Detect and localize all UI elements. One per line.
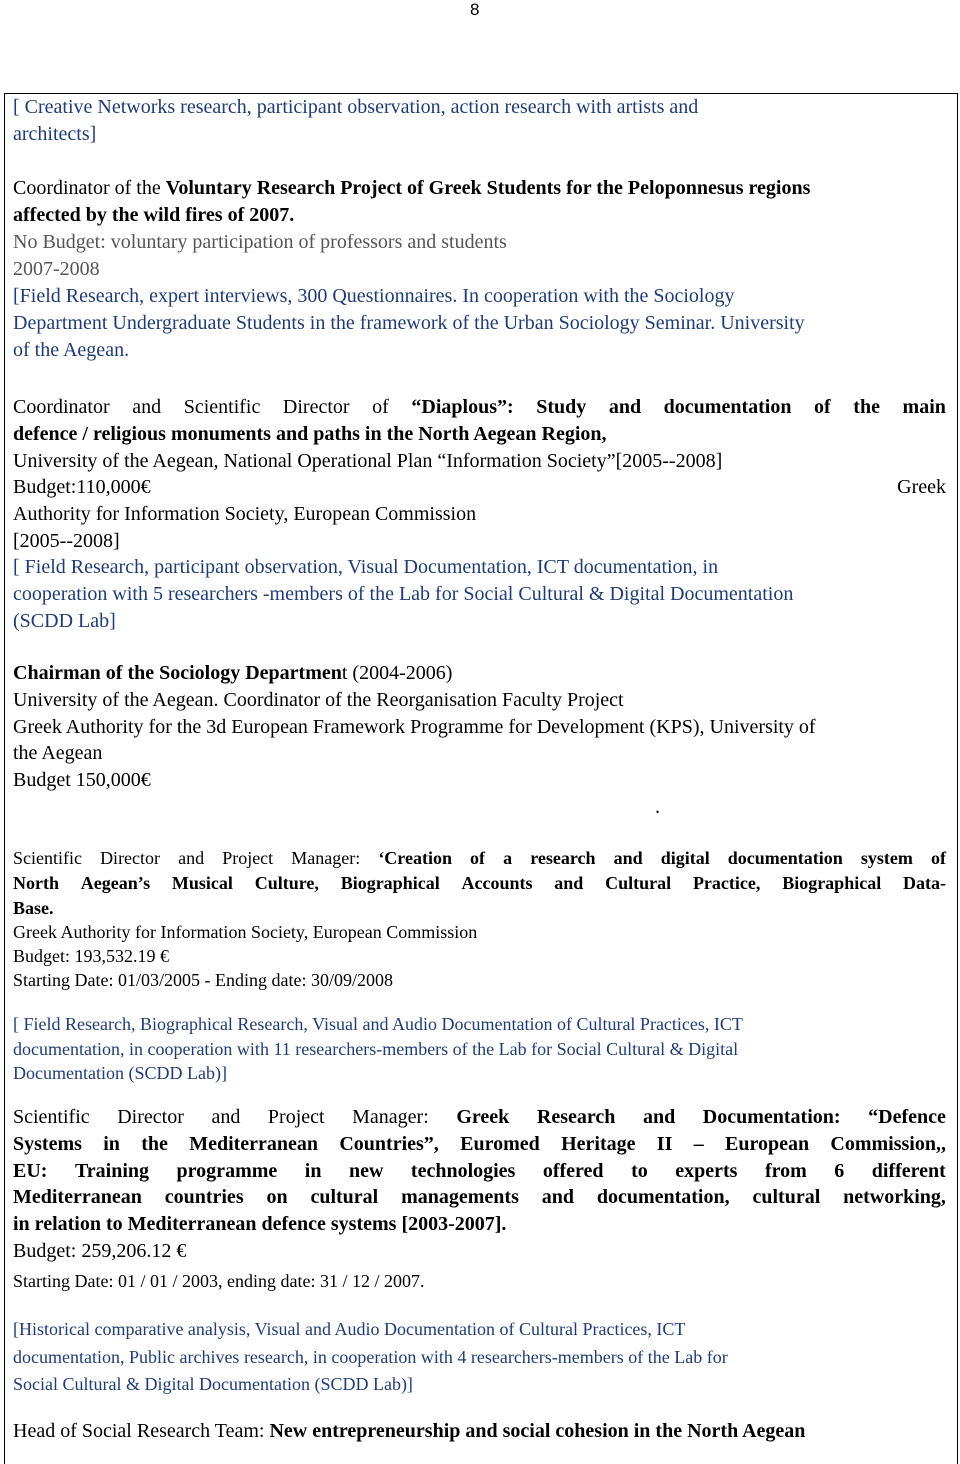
text-run: Manager: (352, 1106, 429, 1128)
bold-text: cultural (752, 1186, 821, 1208)
text-line (13, 661, 452, 685)
text-line (13, 871, 946, 895)
bold-text: Research (536, 1106, 616, 1128)
text-line (13, 1372, 413, 1396)
text-line (13, 257, 100, 281)
bold-text: documentation (727, 848, 843, 868)
bold-text: in (304, 1160, 322, 1182)
text-run: Documentation (SCDD Lab)] (13, 1063, 227, 1083)
text-line (13, 1012, 743, 1036)
bold-text: and (541, 1186, 574, 1208)
bold-text: Biographical (340, 873, 440, 893)
text-line (13, 1212, 506, 1236)
bold-text: Culture, (254, 873, 319, 893)
text-run: Social Cultural & Digital Documentation (SCDD Lab)] (13, 1374, 413, 1394)
bold-text: the (853, 396, 880, 418)
text-run: Greek Authority for the 3d European Framework Programme for Development (KPS), University of (13, 716, 816, 738)
bold-text: the (141, 1133, 168, 1155)
bold-text: and (642, 1106, 676, 1128)
text-line (13, 529, 120, 553)
text-run: Budget:110,000€ (13, 476, 151, 498)
text-run: Scientific (13, 1106, 90, 1128)
bold-text: Chairman of the Sociology Departmen (13, 662, 342, 684)
bold-text: Data- (903, 873, 946, 893)
bold-text: “Diaplous”: (411, 396, 514, 418)
text-run: Head of Social Research Team: (13, 1420, 270, 1442)
text-run: [ Field Research, participant observation, Visual Documentation, ICT documentation, in (13, 556, 719, 578)
text-run: [ Creative Networks research, participant observation, action research with artists and (13, 96, 699, 118)
text-run: (SCDD Lab] (13, 610, 116, 632)
bold-text: of (930, 848, 946, 868)
bold-text: ‘Creation (378, 848, 452, 868)
text-run: documentation, in cooperation with 11 researchers-members of the Lab for Social Cultural & Digital (13, 1039, 739, 1059)
text-run: documentation, Public archives research, in cooperation with 4 researchers-members of the Lab for (13, 1347, 728, 1367)
bold-text: Countries”, (339, 1133, 439, 1155)
text-line (13, 395, 946, 419)
bold-text: Euromed (460, 1133, 540, 1155)
text-run: Budget 150,000€ (13, 769, 151, 791)
text-line (13, 284, 734, 308)
text-line (13, 1239, 186, 1263)
text-run: Director (117, 1106, 184, 1128)
text-run: Director (282, 396, 350, 418)
text-line (13, 502, 476, 526)
text-run: Coordinator (13, 396, 110, 418)
bold-text: countries (164, 1186, 244, 1208)
text-run: [Field Research, expert interviews, 300 Questionnaires. In cooperation with the Sociology (13, 285, 735, 307)
bold-text: Study (536, 396, 587, 418)
bold-text: digital (660, 848, 710, 868)
text-line (13, 95, 698, 119)
bold-text: II (656, 1133, 673, 1155)
bold-text: Base. (13, 898, 54, 918)
bold-text: Greek (456, 1106, 510, 1128)
text-run: Authority for Information Society, European Commission (13, 503, 477, 525)
bold-text: and (608, 396, 642, 418)
text-run: [ Field Research, Biographical Research, Visual and Audio Documentation of Cultural Practices, ICT (13, 1014, 743, 1034)
bold-text: research (530, 848, 596, 868)
bold-text: and (613, 848, 643, 868)
text-run: No Budget: voluntary participation of professors and students (13, 231, 507, 253)
text-line (13, 176, 810, 200)
text-line (13, 1419, 805, 1443)
text-line (13, 1061, 227, 1085)
bold-text: on (266, 1186, 288, 1208)
bold-text: New entrepreneurship and social cohesion in the North Aegean (269, 1420, 806, 1442)
text-line (13, 1159, 946, 1183)
text-line (13, 741, 102, 765)
text-run: Department Undergraduate Students in the framework of the Urban Sociology Seminar. University (13, 312, 805, 334)
bold-text: from (764, 1160, 807, 1182)
text-line (13, 311, 805, 335)
text-run: Starting Date: 01/03/2005 - Ending date: 30/09/2008 (13, 970, 393, 990)
bold-text: in (103, 1133, 120, 1155)
text-line (13, 1345, 728, 1369)
bold-text: affected by the wild fires of 2007. (13, 204, 295, 226)
text-run: Manager: (291, 848, 361, 868)
text-run: of the Aegean. (13, 339, 130, 361)
bold-text: different (871, 1160, 946, 1182)
bold-text: 6 (834, 1160, 845, 1182)
bold-text: technologies (410, 1160, 516, 1182)
bold-text: documentation (663, 396, 792, 418)
text-line (13, 230, 507, 254)
bold-text: defence / religious monuments and paths in the North Aegean Region, (13, 423, 607, 445)
bold-text: North (13, 873, 59, 893)
text-run: cooperation with 5 researchers -members of the Lab for Social Cultural & Digital Documentation (13, 583, 794, 605)
text-run: Budget: 259,206.12 € (13, 1240, 187, 1262)
bold-text: Heritage (561, 1133, 636, 1155)
bold-text: Documentation: (702, 1106, 841, 1128)
text-run: Project (222, 848, 274, 868)
text-run: [2005--2008] (13, 530, 120, 552)
text-run: and (211, 1106, 241, 1128)
bold-text: main (902, 396, 946, 418)
bold-text: networking, (843, 1186, 946, 1208)
bold-text: programme (176, 1160, 278, 1182)
bold-text: new (348, 1160, 384, 1182)
text-line (13, 1185, 946, 1209)
text-run: Greek (897, 476, 946, 498)
bold-text: Practice, (692, 873, 761, 893)
text-run: Project (267, 1106, 325, 1128)
text-line (13, 555, 718, 579)
text-line (13, 122, 96, 146)
bold-text: Mediterranean (189, 1133, 319, 1155)
bold-text: documentation, (596, 1186, 730, 1208)
bold-text: of (470, 848, 486, 868)
bold-text: Voluntary Research Project of Greek Students for the Peloponnesus regions (165, 177, 811, 199)
text-line (13, 1317, 685, 1341)
bold-text: Aegean’s (80, 873, 151, 893)
bold-text: Systems (13, 1133, 82, 1155)
bold-text: managements (401, 1186, 519, 1208)
text-line (13, 688, 624, 712)
text-run: architects] (13, 123, 97, 145)
text-line (13, 1037, 738, 1061)
text-run: and (178, 848, 205, 868)
bold-text: Cultural (605, 873, 672, 893)
text-line (13, 338, 129, 362)
bold-text: to (631, 1160, 648, 1182)
text-line (13, 449, 722, 473)
bold-text: Training (74, 1160, 150, 1182)
text-line (13, 582, 793, 606)
text-run: [Historical comparative analysis, Visual and Audio Documentation of Cultural Practices, ICT (13, 1319, 686, 1339)
bold-text: and (554, 873, 584, 893)
text-run: the Aegean (13, 742, 103, 764)
bold-text: European (725, 1133, 810, 1155)
bold-text: Accounts (461, 873, 533, 893)
text-run: Starting Date: 01 / 01 / 2003, ending date: 31 / 12 / 2007. (13, 1271, 425, 1291)
text-line (13, 846, 946, 870)
bold-text: in relation to Mediterranean defence systems [2003-2007]. (13, 1213, 507, 1235)
bold-text: EU: (13, 1160, 48, 1182)
bold-text: system (860, 848, 913, 868)
bold-text: of (814, 396, 831, 418)
text-run: Director (100, 848, 161, 868)
text-run: Coordinator of the (13, 177, 166, 199)
bold-text: Musical (171, 873, 233, 893)
text-run: University of the Aegean. Coordinator of the Reorganisation Faculty Project (13, 689, 624, 711)
bold-text: a (503, 848, 513, 868)
text-line (13, 422, 607, 446)
text-run: t (2004-2006) (341, 662, 453, 684)
bold-text: Commission,, (830, 1133, 946, 1155)
bold-text: Mediterranean (13, 1186, 142, 1208)
text-line (13, 768, 151, 792)
text-line (13, 1269, 424, 1293)
text-line (13, 968, 393, 992)
text-run: Scientific (13, 848, 82, 868)
bold-text: Biographical (782, 873, 882, 893)
text-run: Greek Authority for Information Society, European Commission (13, 922, 478, 942)
bold-text: experts (675, 1160, 738, 1182)
bold-text: offered (542, 1160, 604, 1182)
text-run: University of the Aegean, National Operational Plan “Information Society”[2005--2008] (13, 450, 723, 472)
text-run: and (132, 396, 162, 418)
text-line (13, 475, 946, 499)
bold-text: “Defence (868, 1106, 946, 1128)
text-line (13, 896, 54, 920)
text-line (13, 1132, 946, 1156)
page-number: 8 (470, 0, 480, 19)
text-line (13, 920, 477, 944)
text-run: of (372, 396, 389, 418)
text-run: . (655, 796, 660, 818)
text-line (655, 795, 660, 819)
bold-text: cultural (310, 1186, 379, 1208)
text-run: Budget: 193,532.19 € (13, 946, 169, 966)
text-line (13, 203, 294, 227)
bold-text: – (693, 1133, 704, 1155)
text-run: 2007-2008 (13, 258, 100, 280)
text-line (13, 944, 169, 968)
text-line (13, 1105, 946, 1129)
text-run: Scientific (183, 396, 261, 418)
text-line (13, 609, 116, 633)
text-line (13, 715, 816, 739)
